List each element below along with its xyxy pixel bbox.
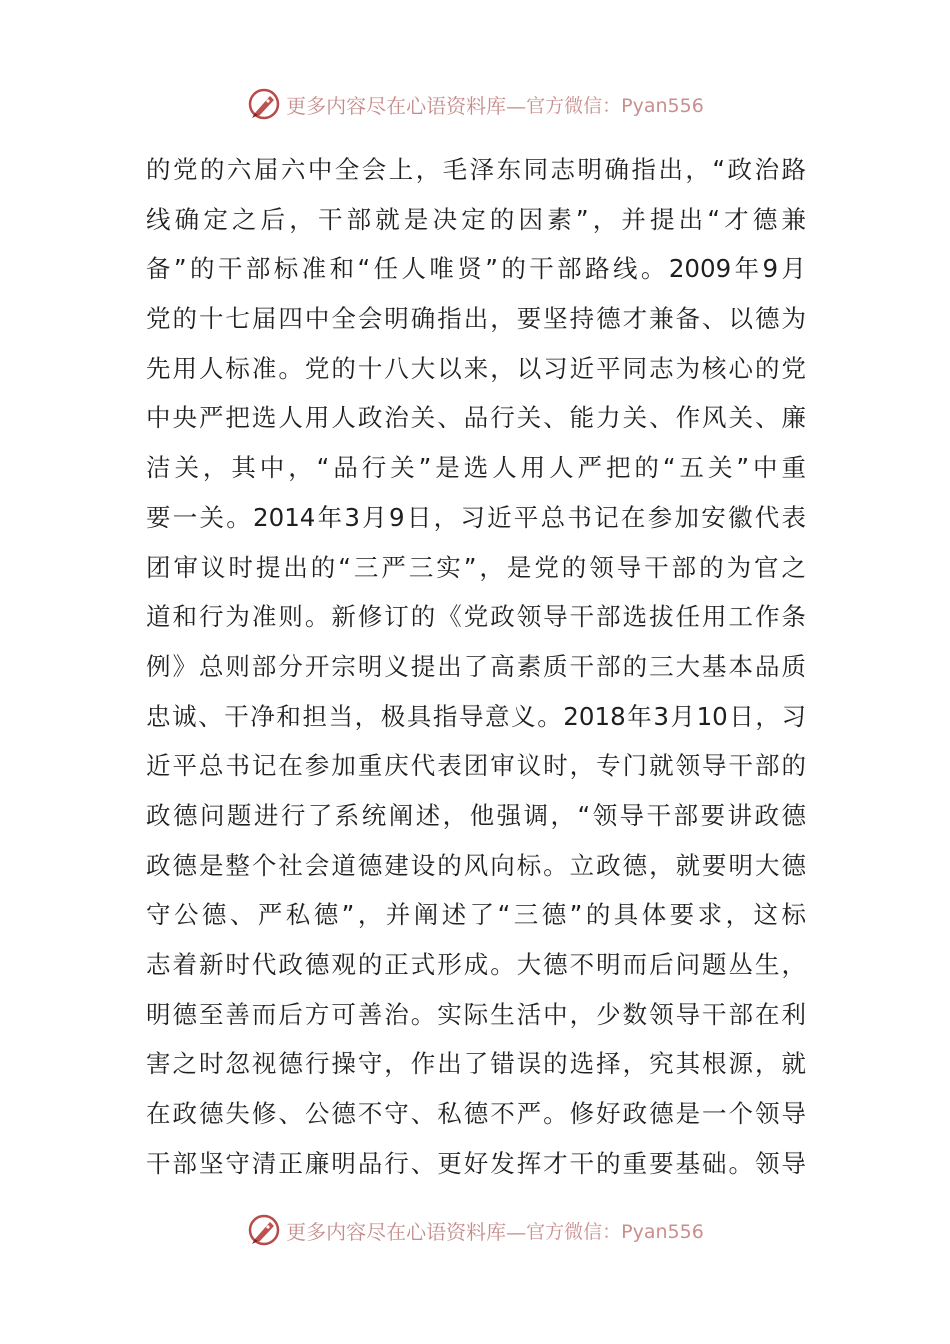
text-line: 先用人标准。党的十八大以来，以习近平同志为核心的党 [146,353,806,383]
watermark-wechat: 官方微信：Pyan556 [526,1220,704,1243]
footer-watermark [0,1210,950,1250]
text-line: 备”的干部标准和“任人唯贤”的干部路线。2009年9月 [146,254,806,284]
text-line: 团审议时提出的“三严三实”，是党的领导干部的为官之 [146,552,806,582]
header-watermark [0,84,950,124]
text-line: 党的十七届四中全会明确指出，要坚持德才兼备、以德为 [146,304,806,334]
text-line: 近平总书记在参加重庆代表团审议时，专门就领导干部的 [146,751,806,781]
watermark-wechat: 官方微信：Pyan556 [526,94,704,117]
pen-nib-circle-icon [246,86,282,122]
text-line: 志着新时代政德观的正式形成。大德不明而后问题丛生， [146,950,806,979]
text-line: 要一关。2014年3月9日，习近平总书记在参加安徽代表 [146,502,806,532]
text-line: 守公德、严私德”，并阐述了“三德”的具体要求，这标 [146,900,806,930]
watermark-text: 更多内容尽在心语资料库— [286,1219,527,1244]
text-line: 洁关，其中，“品行关”是选人用人严把的“五关”中重 [146,453,806,483]
text-line: 的党的六届六中全会上，毛泽东同志明确指出，“政治路 [146,155,806,184]
text-line: 干部坚守清正廉明品行、更好发挥才干的重要基础。领导 [146,1148,806,1178]
text-line: 政德是整个社会道德建设的风向标。立政德，就要明大德 [146,850,806,880]
text-line: 忠诚、干净和担当，极具指导意义。2018年3月10日，习 [146,701,806,731]
text-line: 例》总则部分开宗明义提出了高素质干部的三大基本品质 [146,651,806,681]
text-line: 政德问题进行了系统阐述，他强调，“领导干部要讲政德 [146,800,806,830]
text-line: 道和行为准则。新修订的《党政领导干部选拔任用工作条 [146,602,806,632]
text-line: 中央严把选人用人政治关、品行关、能力关、作风关、廉 [146,403,806,433]
text-line: 线确定之后，干部就是决定的因素”，并提出“才德兼 [146,204,806,234]
watermark-text: 更多内容尽在心语资料库— [286,93,527,118]
text-line: 在政德失修、公德不守、私德不严。修好政德是一个领导 [146,1099,806,1129]
document-body [146,145,806,1188]
text-line: 明德至善而后方可善治。实际生活中，少数领导干部在利 [146,999,806,1029]
pen-nib-circle-icon [246,1212,282,1248]
text-line: 害之时忽视德行操守，作出了错误的选择，究其根源，就 [146,1049,806,1079]
